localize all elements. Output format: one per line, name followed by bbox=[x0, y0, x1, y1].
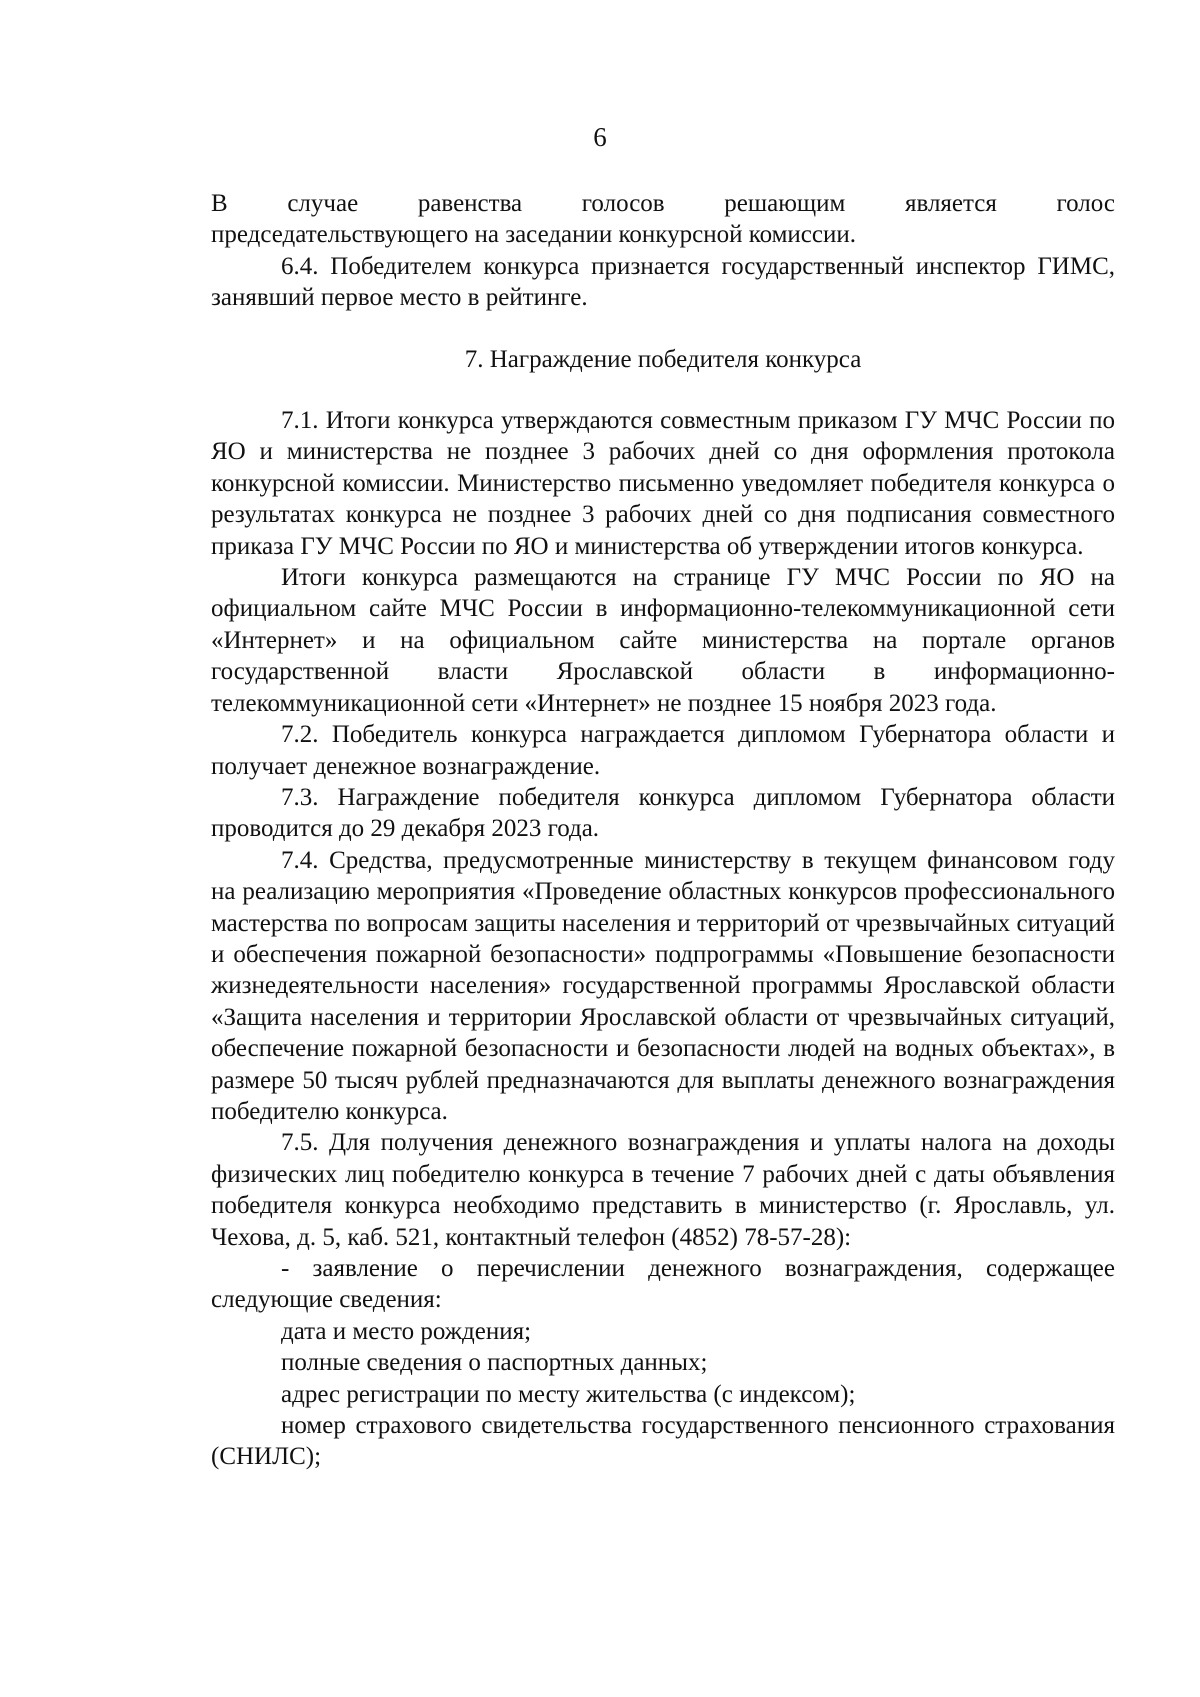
list-item-snils: номер страхового свидетельства государственного пенсионного страхования (СНИЛС); bbox=[211, 1412, 1115, 1471]
paragraph-vote-tie-line1: В случае равенства голосов решающим является голос bbox=[211, 190, 1115, 217]
paragraph-7-1: 7.1. Итоги конкурса утверждаются совместным приказом ГУ МЧС России по ЯО и министерства не позднее 3 рабочих дней со дня оформления протокола конкурсной комиссии. Министерство письменно уведомляет победителя конкурса о результатах конкурса не позднее 3 рабочих дней со дня подписания совместного приказа ГУ МЧС России по ЯО и министерства об утверждении итогов конкурса. bbox=[211, 407, 1115, 560]
paragraph-7-2: 7.2. Победитель конкурса награждается дипломом Губернатора области и получает денежное вознаграждение. bbox=[211, 721, 1115, 780]
list-item-address: адрес регистрации по месту жительства (с индексом); bbox=[281, 1380, 856, 1408]
list-item-passport: полные сведения о паспортных данных; bbox=[281, 1349, 708, 1377]
paragraph-results-publication: Итоги конкурса размещаются на странице ГУ МЧС России по ЯО на официальном сайте МЧС России в информационно-телекоммуникационной сети «Интернет» и на официальном сайте министерства на портале органов государственной власти Ярославской области в информационно-телекоммуникационной сети «Интернет» не позднее 15 ноября 2023 года. bbox=[211, 564, 1115, 717]
paragraph-7-3: 7.3. Награждение победителя конкурса дипломом Губернатора области проводится до 29 декабря 2023 года. bbox=[211, 783, 1115, 843]
paragraph-vote-tie-rest: председательствующего на заседании конкурсной комиссии. bbox=[211, 221, 856, 249]
paragraph-7-4: 7.4. Средства, предусмотренные министерству в текущем финансовом году на реализацию мероприятия «Проведение областных конкурсов профессионального мастерства по вопросам защиты населения и территорий от чрезвычайных ситуаций и обеспечения пожарной безопасности» подпрограммы «Повышение безопасности жизнедеятельности населения» государственной программы Ярославской области «Защита населения и территории Ярославской области от чрезвычайных ситуаций, обеспечение пожарной безопасности и безопасности людей на водных объектах», в размере 50 тысяч рублей предназначаются для выплаты денежного вознаграждения победителю конкурса. bbox=[211, 846, 1115, 1125]
page-number: 6 bbox=[593, 122, 607, 152]
paragraph-7-5: 7.5. Для получения денежного вознаграждения и уплаты налога на доходы физических лиц победителю конкурса в течение 7 рабочих дней с даты объявления победителя конкурса необходимо представить в министерство (г. Ярославль, ул. Чехова, д. 5, каб. 521, контактный телефон (4852) 78-57-28): bbox=[211, 1129, 1115, 1251]
paragraph-6-4: 6.4. Победителем конкурса признается государственный инспектор ГИМС, занявший первое место в рейтинге. bbox=[211, 252, 1115, 312]
document-body bbox=[211, 188, 1115, 1473]
list-item-application: - заявление о перечислении денежного вознаграждения, содержащее следующие сведения: bbox=[211, 1255, 1115, 1314]
list-item-birth: дата и место рождения; bbox=[281, 1317, 532, 1345]
paragraph-vote-tie bbox=[211, 188, 1115, 251]
section-heading-7: 7. Награждение победителя конкурса bbox=[464, 345, 862, 373]
